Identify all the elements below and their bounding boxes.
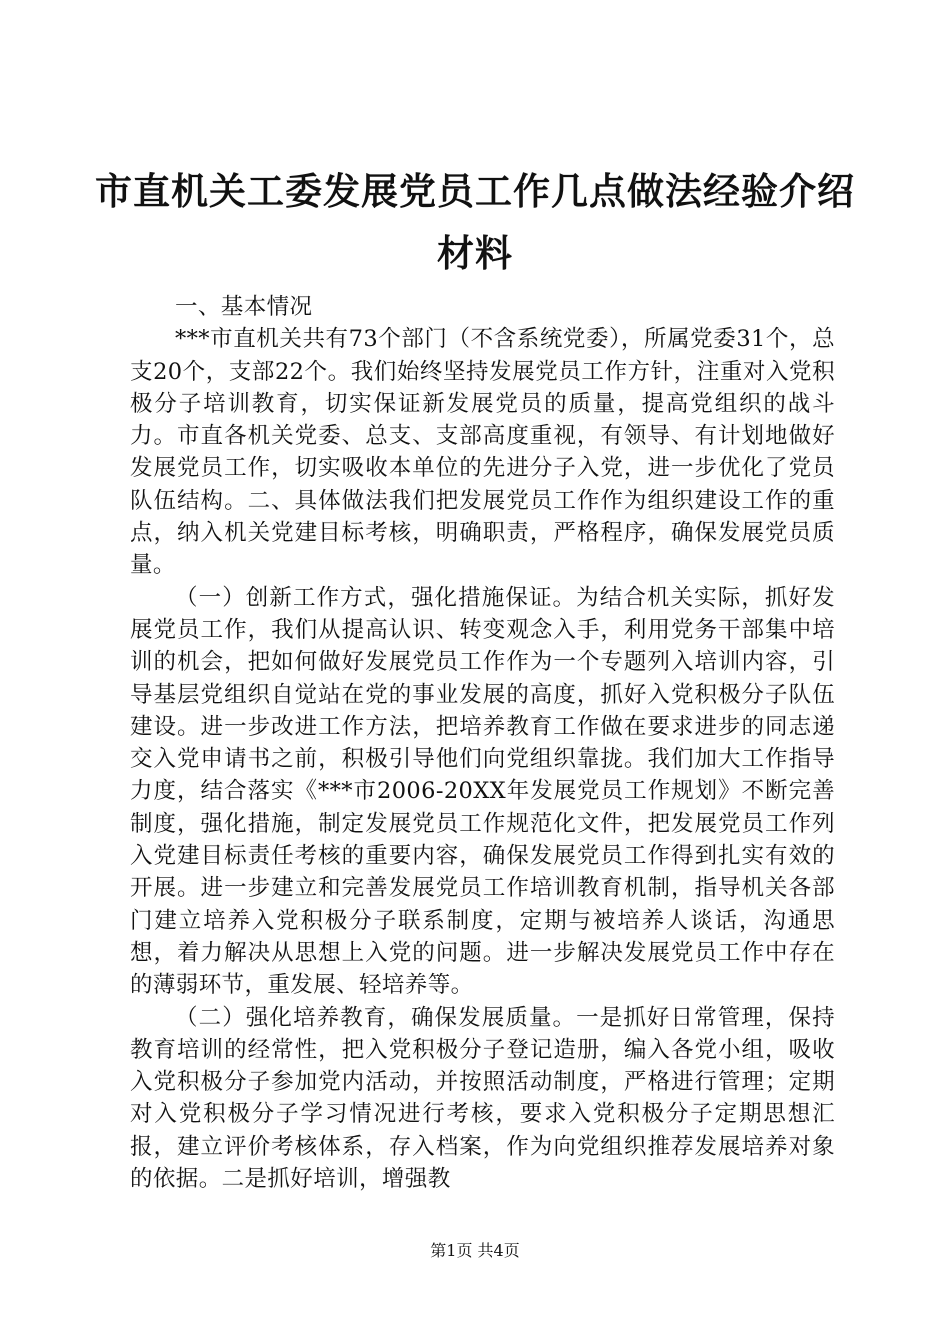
document-title (0, 160, 950, 284)
document-body (130, 291, 835, 1195)
paragraph-1: ***市直机关共有73个部门（不含系统党委），所属党委31个，总支20个，支部22个。我们始终坚持发展党员工作方针，注重对入党积极分子培训教育，切实保证新发展党员的质量，提高党组织的战斗力。市直各机关党委、总支、支部高度重视，有领导、有计划地做好发展党员工作，切实吸收本单位的先进分子入党，进一步优化了党员队伍结构。二、具体做法我们把发展党员工作作为组织建设工作的重点，纳入机关党建目标考核，明确职责，严格程序，确保发展党员质量。 (130, 326, 835, 579)
paragraph-3: （二）强化培养教育，确保发展质量。一是抓好日常管理，保持教育培训的经常性，把入党积极分子登记造册，编入各党小组，吸收入党积极分子参加党内活动，并按照活动制度，严格进行管理；定期对入党积极分子学习情况进行考核，要求入党积极分子定期思想汇报，建立评价考核体系，存入档案，作为向党组织推荐发展培养对象的依据。二是抓好培训，增强教 (130, 1004, 835, 1193)
paragraph-2: （一）创新工作方式，强化措施保证。为结合机关实际，抓好发展党员工作，我们从提高认识、转变观念入手，利用党务干部集中培训的机会，把如何做好发展党员工作作为一个专题列入培训内容，引导基层党组织自觉站在党的事业发展的高度，抓好入党积极分子队伍建设。进一步改进工作方法，把培养教育工作做在要求进步的同志递交入党申请书之前，积极引导他们向党组织靠拢。我们加大工作指导力度，结合落实《***市2006-20XX年发展党员工作规划》不断完善制度，强化措施，制定发展党员工作规范化文件，把发展党员工作列入党建目标责任考核的重要内容，确保发展党员工作得到扎实有效的开展。进一步建立和完善发展党员工作培训教育机制，指导机关各部门建立培养入党积极分子联系制度，定期与被培养人谈话，沟通思想，着力解决从思想上入党的问题。进一步解决发展党员工作中存在的薄弱环节，重发展、轻培养等。 (130, 584, 835, 999)
section-heading: 一、基本情况 (175, 294, 313, 320)
title-line-1: 市直机关工委发展党员工作几点做法经验介绍 (95, 169, 855, 213)
page-footer: 第1页 共4页 (430, 1241, 520, 1260)
title-line-2: 材料 (437, 231, 513, 275)
